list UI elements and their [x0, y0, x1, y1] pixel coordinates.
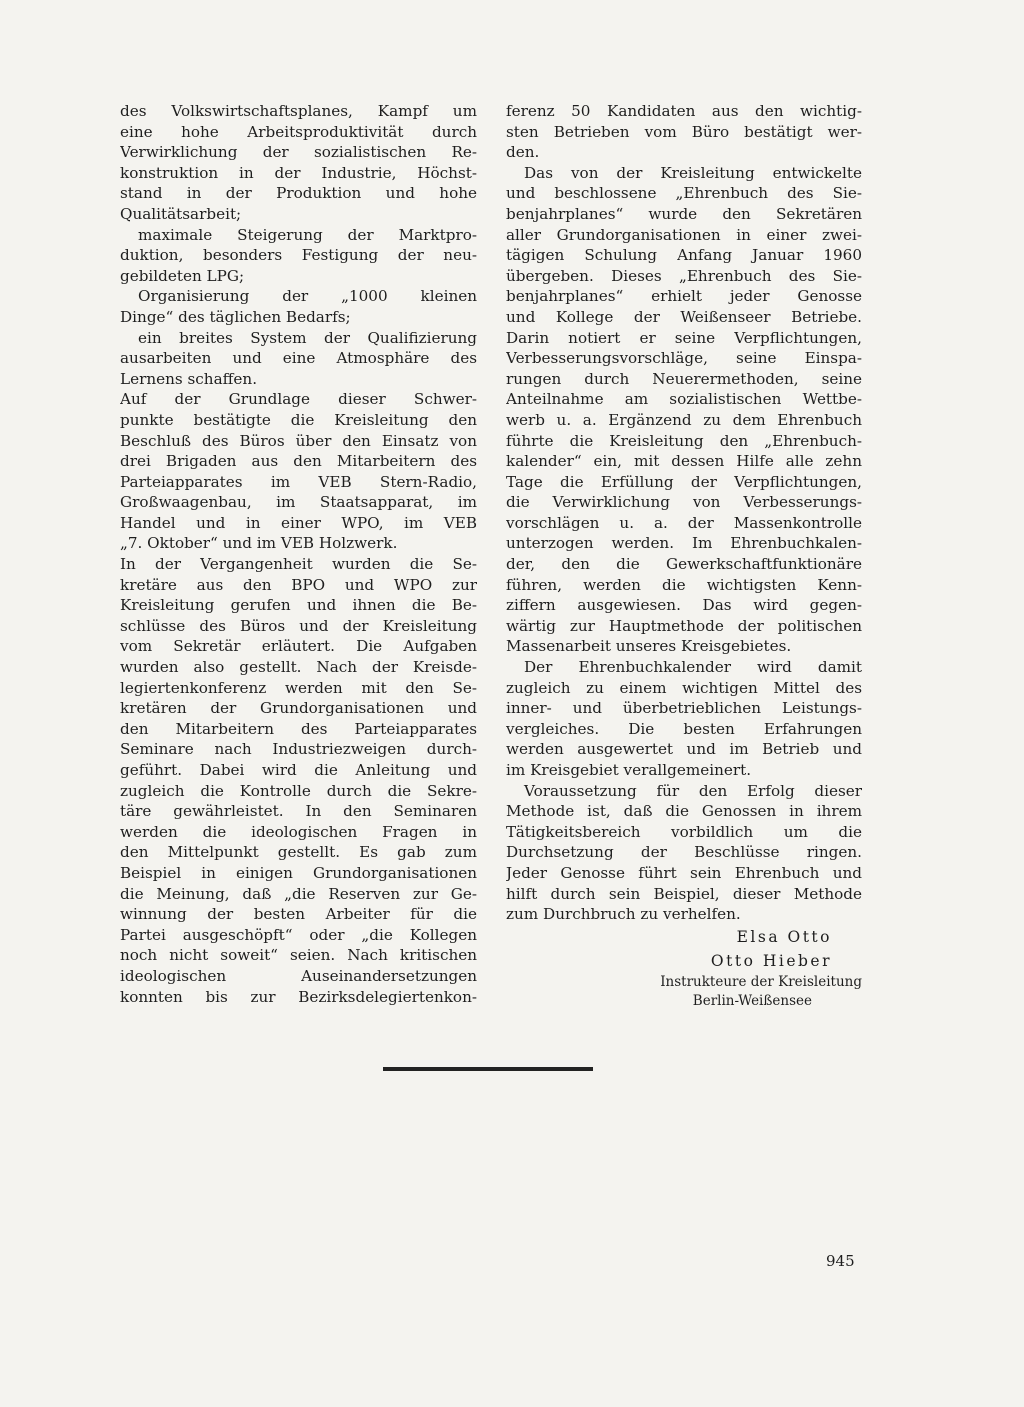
text-line: konstruktion in der Industrie, Höchst-	[120, 163, 477, 182]
text-line: drei Brigaden aus den Mitarbeitern des	[120, 452, 477, 471]
text-line: kretären der Grundorganisationen und	[120, 699, 477, 718]
text-line: ferenz 50 Kandidaten aus den wichtig-	[506, 102, 862, 120]
text-line: werden ausgewertet und im Betrieb und	[506, 740, 862, 759]
author-location: Berlin-Weißensee	[692, 992, 812, 1009]
text-line: Tätigkeitsbereich vorbildlich um die	[506, 822, 862, 841]
section-divider	[383, 1067, 593, 1071]
text-line: führte die Kreisleitung den „Ehrenbuch-	[506, 431, 862, 450]
text-line: Methode ist, daß die Genossen in ihrem	[506, 802, 862, 821]
text-line: Verwirklichung der sozialistischen Re-	[120, 143, 477, 162]
text-line: Partei ausgeschöpft“ oder „die Kollegen	[120, 925, 477, 944]
text-line: wärtig zur Hauptmethode der politischen	[506, 616, 862, 635]
text-line: schlüsse des Büros und der Kreisleitung	[120, 616, 477, 635]
text-line: Voraussetzung für den Erfolg dieser	[524, 781, 862, 800]
text-line: der, den die Gewerkschaftfunktionäre	[506, 555, 862, 574]
text-line: Tage die Erfüllung der Verpflichtungen,	[506, 472, 862, 491]
text-line: Lernens schaffen.	[120, 369, 258, 388]
text-line: Beschluß des Büros über den Einsatz von	[120, 431, 477, 450]
text-line: Qualitätsarbeit;	[120, 204, 242, 223]
text-line: Großwaagenbau, im Staatsapparat, im	[120, 493, 477, 512]
text-line: den Mitarbeitern des Parteiapparates	[120, 719, 477, 738]
text-line: punkte bestätigte die Kreisleitung den	[120, 410, 477, 429]
text-line: werb u. a. Ergänzend zu dem Ehrenbuch	[506, 410, 862, 429]
text-line: inner- und überbetrieblichen Leistungs-	[506, 699, 862, 718]
text-line: zum Durchbruch zu verhelfen.	[506, 905, 741, 924]
text-line: hilft durch sein Beispiel, dieser Methode	[506, 884, 862, 903]
text-line: täre gewährleistet. In den Seminaren	[120, 802, 477, 821]
text-line: stand in der Produktion und hohe	[120, 184, 477, 203]
text-line: rungen durch Neuerermethoden, seine	[506, 369, 862, 388]
text-line: Der Ehrenbuchkalender wird damit	[524, 658, 862, 677]
text-line: Kreisleitung gerufen und ihnen die Be-	[120, 596, 477, 615]
text-line: benjahrplanes“ wurde den Sekretären	[506, 204, 862, 223]
text-line: Verbesserungsvorschläge, seine Einspa-	[506, 349, 862, 368]
text-line: den.	[506, 143, 540, 162]
text-line: vom Sekretär erläutert. Die Aufgaben	[120, 637, 477, 656]
text-line: Das von der Kreisleitung entwickelte	[524, 163, 862, 182]
text-line: Seminare nach Industriezweigen durch-	[120, 740, 477, 759]
text-line: vorschlägen u. a. der Massenkontrolle	[506, 513, 862, 532]
text-line: ein breites System der Qualifizierung	[138, 328, 477, 347]
text-line: und Kollege der Weißenseer Betriebe.	[506, 307, 862, 326]
text-line: sten Betrieben vom Büro bestätigt wer-	[506, 122, 862, 141]
text-line: maximale Steigerung der Marktpro-	[138, 225, 477, 244]
left-column	[120, 101, 477, 1007]
text-line: Jeder Genosse führt sein Ehrenbuch und	[506, 863, 862, 882]
text-line: Organisierung der „1000 kleinen	[138, 287, 477, 306]
text-line: führen, werden die wichtigsten Kenn-	[506, 575, 862, 594]
text-line: übergeben. Dieses „Ehrenbuch des Sie-	[506, 266, 862, 285]
author-role: Instrukteure der Kreisleitung	[660, 973, 862, 990]
text-line: duktion, besonders Festigung der neu-	[120, 246, 477, 265]
text-line: zugleich zu einem wichtigen Mittel des	[506, 678, 862, 697]
page-number: 945	[826, 1252, 855, 1270]
text-line: vergleiches. Die besten Erfahrungen	[506, 719, 862, 738]
text-line: Auf der Grundlage dieser Schwer-	[120, 390, 477, 409]
author-name: Otto Hieber	[710, 951, 832, 970]
text-line: In der Vergangenheit wurden die Se-	[120, 555, 477, 574]
text-line: im Kreisgebiet verallgemeinert.	[506, 761, 752, 779]
text-line: die Meinung, daß „die Reserven zur Ge-	[120, 884, 477, 903]
text-line: tägigen Schulung Anfang Januar 1960	[506, 246, 862, 265]
text-line: Durchsetzung der Beschlüsse ringen.	[506, 843, 862, 862]
author-name: Elsa Otto	[736, 927, 832, 946]
text-line: Handel und in einer WPO, im VEB	[120, 513, 477, 532]
text-line: kretäre aus den BPO und WPO zur	[120, 575, 477, 594]
text-line: aller Grundorganisationen in einer zwei-	[506, 225, 862, 244]
text-line: ziffern ausgewiesen. Das wird gegen-	[506, 596, 862, 615]
text-line: Anteilnahme am sozialistischen Wettbe-	[506, 390, 862, 409]
text-line: werden die ideologischen Fragen in	[120, 822, 477, 841]
text-line: unterzogen werden. Im Ehrenbuchkalen-	[506, 534, 862, 553]
text-line: benjahrplanes“ erhielt jeder Genosse	[506, 287, 862, 306]
text-line: Beispiel in einigen Grundorganisationen	[120, 863, 477, 882]
right-column	[506, 101, 862, 1011]
text-line: „7. Oktober“ und im VEB Holzwerk.	[120, 534, 398, 553]
text-line: gebildeten LPG;	[120, 266, 245, 285]
text-line: und beschlossene „Ehrenbuch des Sie-	[506, 184, 862, 203]
text-line: eine hohe Arbeitsproduktivität durch	[120, 122, 477, 141]
text-line: ideologischen Auseinandersetzungen	[120, 966, 477, 985]
text-line: winnung der besten Arbeiter für die	[120, 905, 477, 924]
text-line: konnten bis zur Bezirksdelegiertenkon-	[120, 987, 477, 1006]
text-line: Darin notiert er seine Verpflichtungen,	[506, 328, 862, 347]
text-line: geführt. Dabei wird die Anleitung und	[120, 761, 477, 779]
text-line: noch nicht soweit“ seien. Nach kritischen	[120, 946, 477, 965]
text-line: Massenarbeit unseres Kreisgebietes.	[506, 637, 792, 656]
text-line: die Verwirklichung von Verbesserungs-	[506, 493, 862, 512]
signature-block	[506, 925, 862, 1011]
text-line: Parteiapparates im VEB Stern-Radio,	[120, 472, 477, 491]
text-line: Dinge“ des täglichen Bedarfs;	[120, 307, 351, 326]
text-line: legiertenkonferenz werden mit den Se-	[120, 678, 477, 697]
text-line: kalender“ ein, mit dessen Hilfe alle zehn	[506, 452, 862, 471]
text-line: des Volkswirtschaftsplanes, Kampf um	[120, 102, 477, 120]
text-line: ausarbeiten und eine Atmosphäre des	[120, 349, 477, 368]
text-line: zugleich die Kontrolle durch die Sekre-	[120, 781, 477, 800]
text-line: wurden also gestellt. Nach der Kreisde-	[120, 658, 477, 677]
text-line: den Mittelpunkt gestellt. Es gab zum	[120, 843, 477, 862]
